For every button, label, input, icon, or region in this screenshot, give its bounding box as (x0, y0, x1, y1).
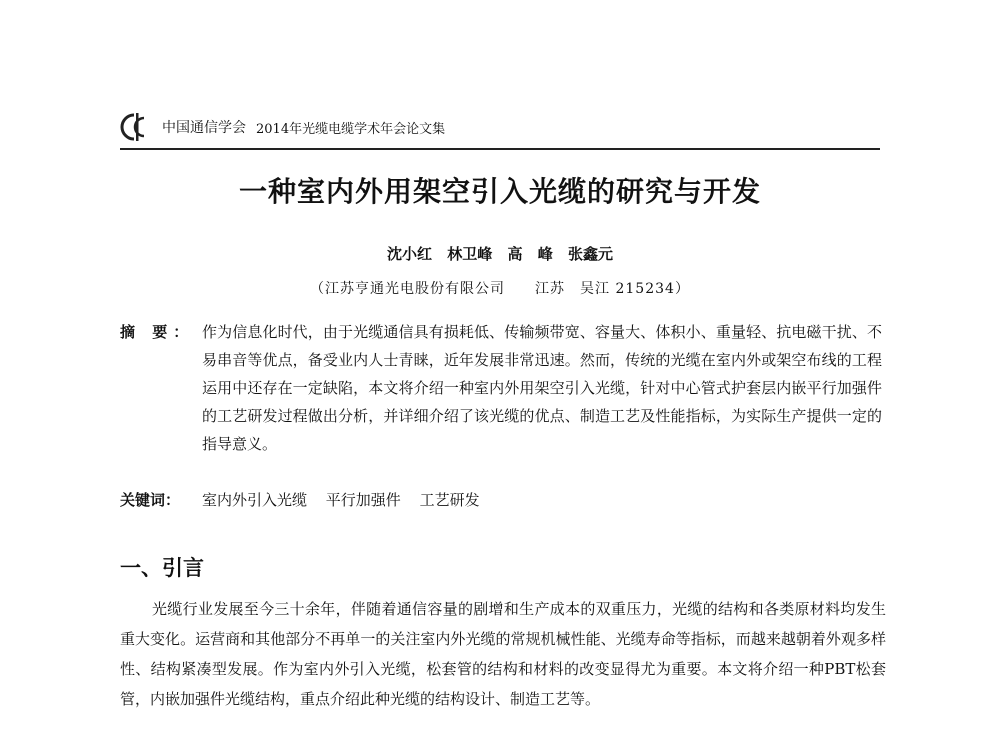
header-conference: 2014年光缆电缆学术年会论文集 (256, 121, 446, 137)
header-organization: 中国通信学会 (162, 120, 246, 136)
author-list (0, 243, 1000, 264)
author: 张鑫元 (567, 245, 613, 263)
section-heading: 一、引言 (120, 556, 204, 580)
author: 林卫峰 (447, 245, 493, 263)
society-logo-icon (120, 112, 154, 142)
keywords-label: 关键词： (120, 491, 181, 509)
author: 沈小红 (387, 245, 433, 263)
keywords (120, 486, 890, 514)
author: 高 峰 (507, 245, 553, 263)
keyword: 平行加强件 (325, 491, 401, 509)
paper-title: 一种室内外用架空引入光缆的研究与开发 (238, 175, 761, 208)
affiliation: （江苏亨通光电股份有限公司 江苏 吴江 215234） (310, 281, 690, 297)
keyword: 室内外引入光缆 (202, 491, 308, 509)
abstract (120, 318, 890, 458)
abstract-text: 作为信息化时代，由于光缆通信具有损耗低、传输频带宽、容量大、体积小、重量轻、抗电磁干扰、不易串音等优点，备受业内人士青睐，近年发展非常迅速。然而，传统的光缆在室内外或架空布线的工程运用中还存在一定缺陷，本文将介绍一种室内外用架空引入光缆，针对中心管式护套层内嵌平行加强件的工艺研发过程做出分析，并详细介绍了该光缆的优点、制造工艺及性能指标，为实际生产提供一定的指导意义。 (202, 323, 882, 453)
running-header (120, 112, 880, 142)
section-body-paragraph: 光缆行业发展至今三十余年，伴随着通信容量的剧增和生产成本的双重压力，光缆的结构和各类原材料均发生重大变化。运营商和其他部分不再单一的关注室内外光缆的常规机械性能、光缆寿命等指标，而越来越朝着外观多样性、结构紧凑型发展。作为室内外引入光缆，松套管的结构和材料的改变显得尤为重要。本文将介绍一种PBT松套管，内嵌加强件光缆结构，重点介绍此种光缆的结构设计、制造工艺等。 (120, 600, 886, 708)
keyword: 工艺研发 (419, 491, 480, 509)
header-rule (120, 148, 880, 150)
abstract-label: 摘 要： (120, 323, 195, 341)
keyword-list (202, 486, 494, 514)
